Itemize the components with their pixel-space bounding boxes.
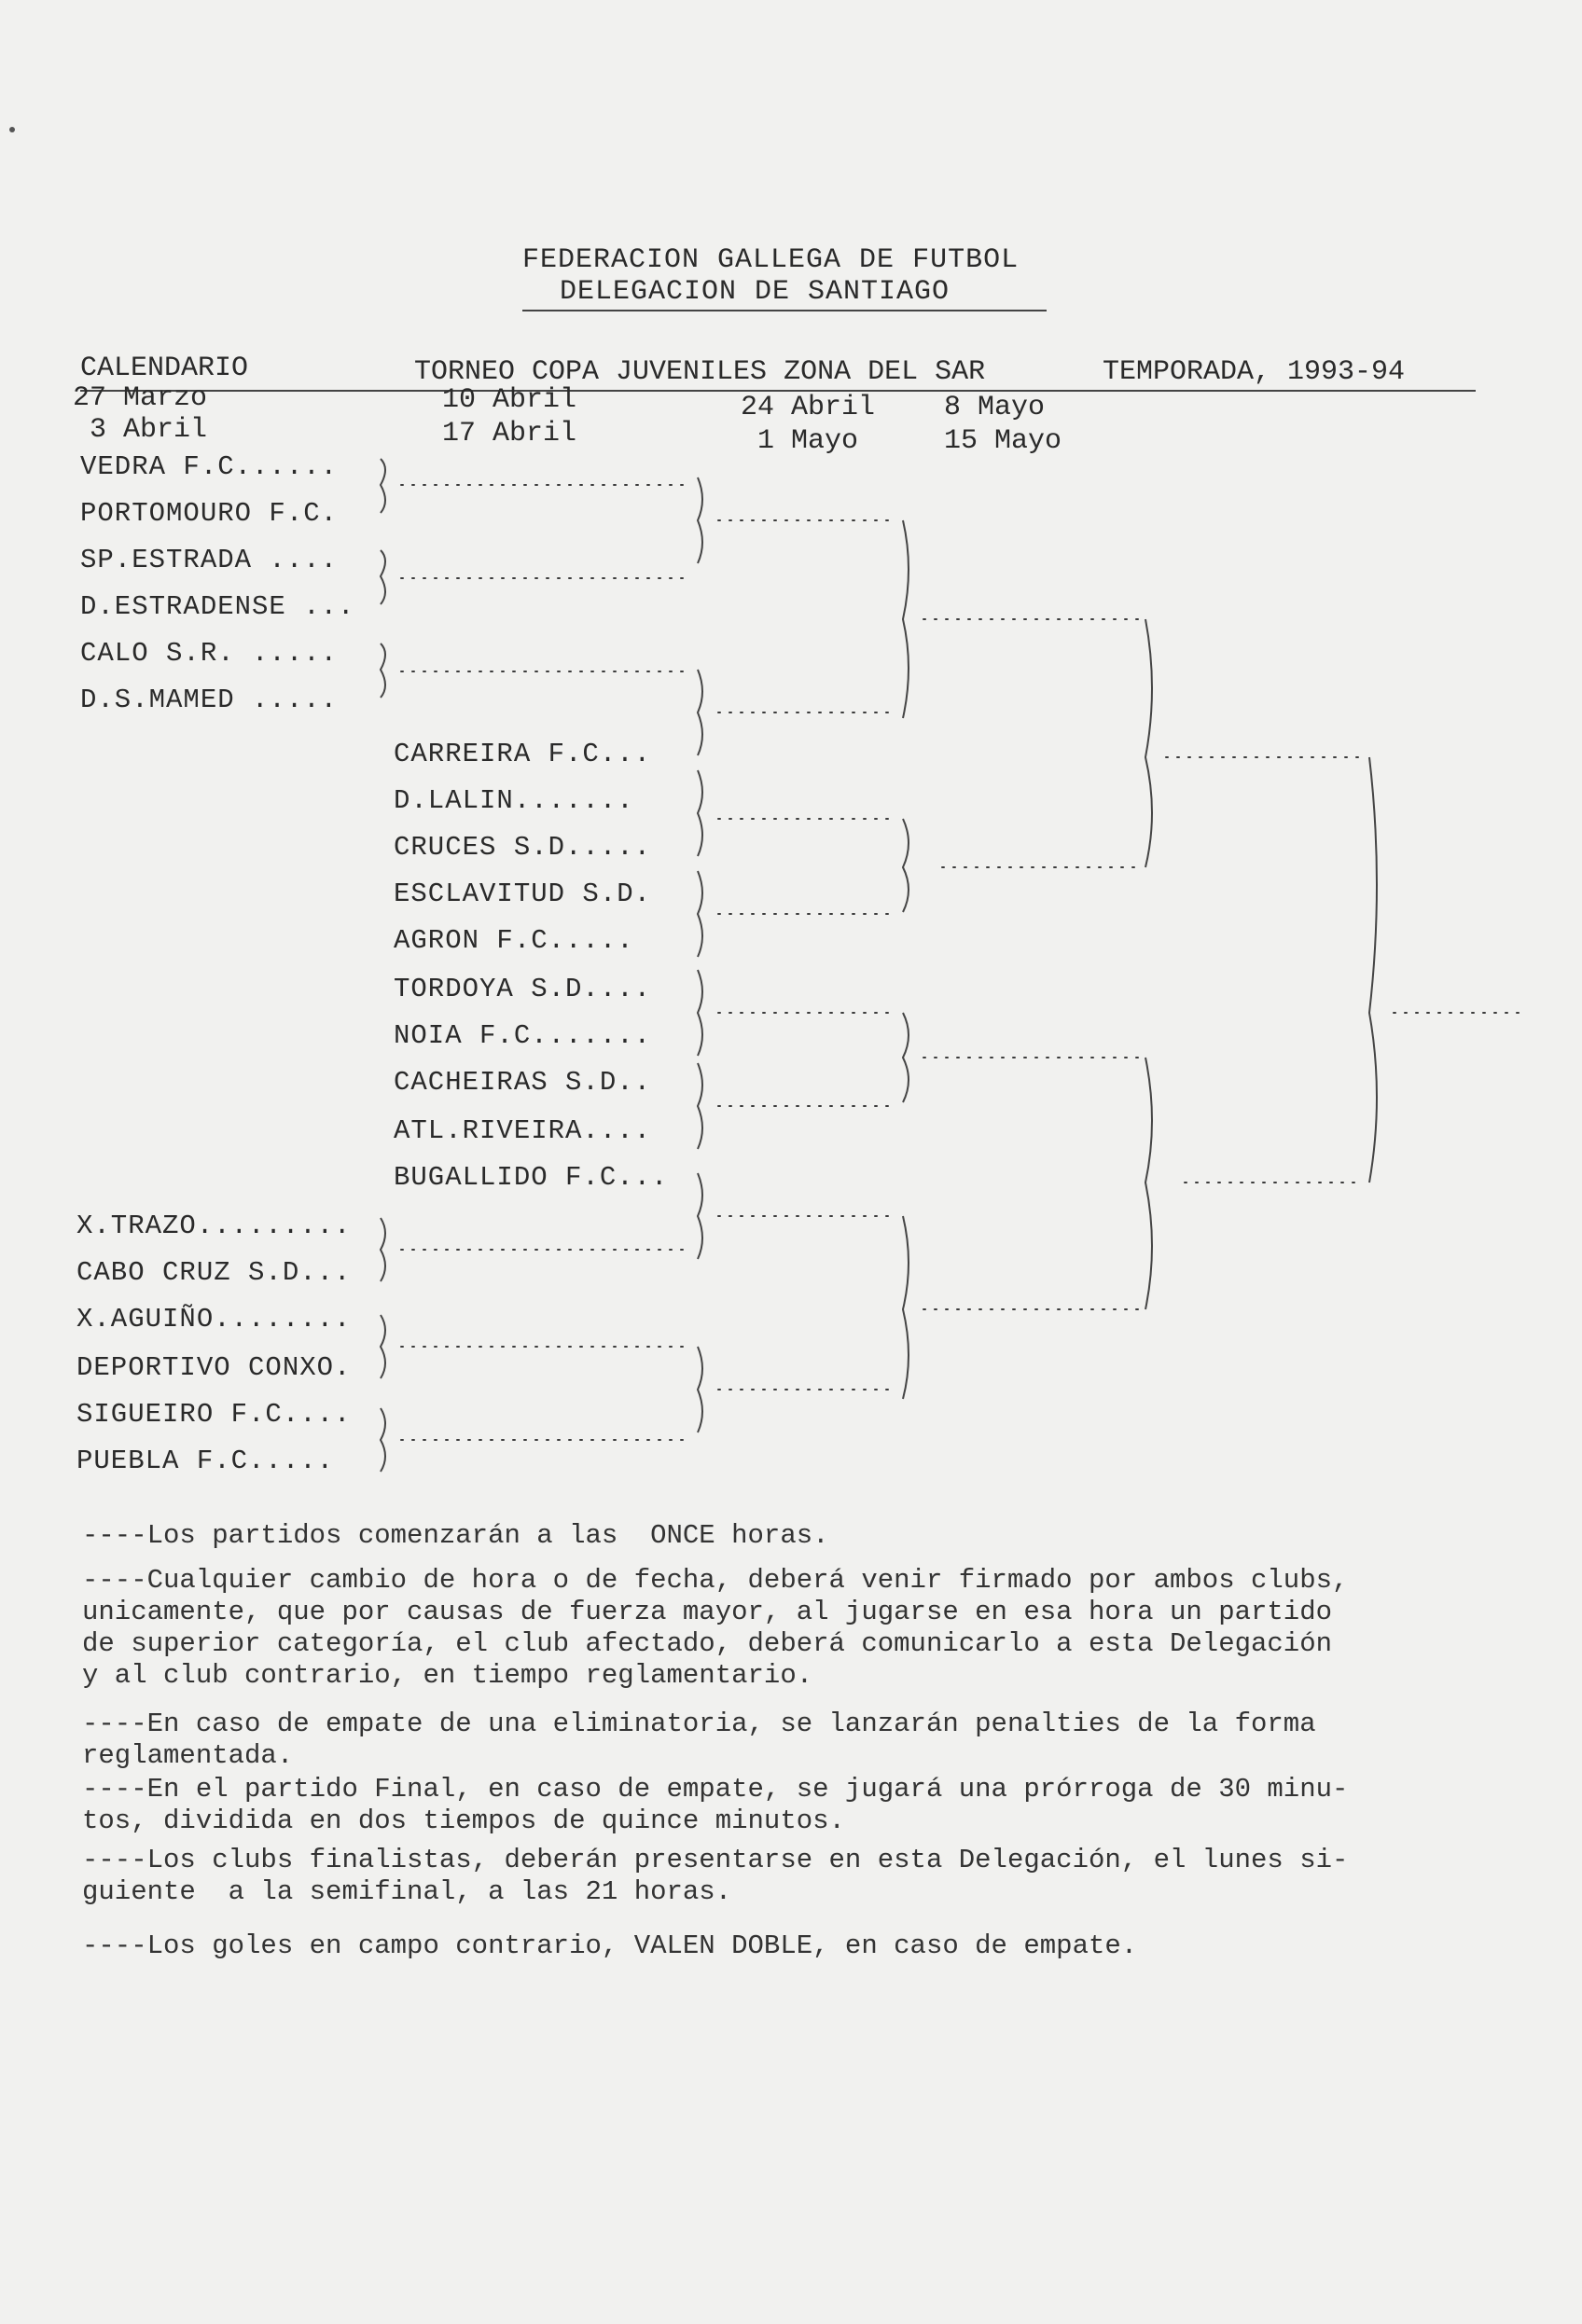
team-calo: CALO S.R. ..... bbox=[80, 638, 339, 669]
date-round3-a: 24 Abril bbox=[741, 392, 876, 423]
note-start-time: ----Los partidos comenzarán a las ONCE horas. bbox=[82, 1520, 829, 1551]
date-round2-b: 17 Abril bbox=[442, 418, 577, 450]
team-puebla: PUEBLA F.C..... bbox=[76, 1446, 335, 1476]
team-d-lalin: D.LALIN....... bbox=[394, 785, 634, 816]
delegation-subtitle: DELEGACION DE SANTIAGO bbox=[560, 276, 951, 308]
note-finalists: ----Los clubs finalistas, deberán presentarse en esta Delegación, el lunes si- guiente a la semifinal, a las 21 horas. bbox=[82, 1845, 1349, 1907]
team-bugallido: BUGALLIDO F.C... bbox=[394, 1162, 669, 1193]
team-cruces: CRUCES S.D..... bbox=[394, 832, 652, 863]
note-final-extra-time: ----En el partido Final, en caso de empate, se jugará una prórroga de 30 minu- tos, dividida en dos tiempos de quince minutos. bbox=[82, 1774, 1349, 1836]
note-schedule-change: ----Cualquier cambio de hora o de fecha, deberá venir firmado por ambos clubs, unicamente, que por causas de fuerza mayor, al jugarse en esa hora un partido de superior categoría, el club afectado, deberá comunicarlo a esta Delegación y al club contrario, en tiempo reglamentario. bbox=[82, 1565, 1349, 1691]
team-x-aguino: X.AGUIÑO........ bbox=[76, 1304, 352, 1335]
team-agron: AGRON F.C..... bbox=[394, 925, 634, 956]
tournament-title: TORNEO COPA JUVENILES ZONA DEL SAR bbox=[414, 356, 986, 388]
team-noia: NOIA F.C....... bbox=[394, 1020, 652, 1051]
team-tordoya: TORDOYA S.D.... bbox=[394, 974, 652, 1004]
team-vedra: VEDRA F.C...... bbox=[80, 451, 339, 482]
scan-mark bbox=[9, 127, 15, 132]
federation-title: FEDERACION GALLEGA DE FUTBOL bbox=[522, 244, 1020, 276]
team-d-estradense: D.ESTRADENSE ... bbox=[80, 591, 355, 622]
team-cacheiras: CACHEIRAS S.D.. bbox=[394, 1067, 652, 1098]
team-sp-estrada: SP.ESTRADA .... bbox=[80, 545, 339, 575]
team-ds-mamed: D.S.MAMED ..... bbox=[80, 685, 339, 715]
note-away-goals: ----Los goles en campo contrario, VALEN DOBLE, en caso de empate. bbox=[82, 1930, 1138, 1961]
date-round1-b: 3 Abril bbox=[90, 414, 208, 446]
team-atl-riveira: ATL.RIVEIRA.... bbox=[394, 1115, 652, 1146]
team-esclavitud: ESCLAVITUD S.D. bbox=[394, 878, 652, 909]
team-cabo-cruz: CABO CRUZ S.D... bbox=[76, 1257, 352, 1288]
date-round1-a: 27 Marzo bbox=[73, 382, 208, 414]
team-carreira: CARREIRA F.C... bbox=[394, 739, 652, 769]
season-label: TEMPORADA, 1993-94 bbox=[1103, 356, 1406, 388]
date-round2-a: 10 Abril bbox=[442, 384, 577, 416]
team-portomouro: PORTOMOURO F.C. bbox=[80, 498, 339, 529]
note-penalties: ----En caso de empate de una eliminatoria, se lanzarán penalties de la forma reglamentada. bbox=[82, 1708, 1316, 1771]
team-sigueiro: SIGUEIRO F.C.... bbox=[76, 1399, 352, 1430]
date-round4-a: 8 Mayo bbox=[944, 392, 1046, 423]
date-round4-b: 15 Mayo bbox=[944, 425, 1062, 457]
calendar-label: CALENDARIO bbox=[80, 353, 249, 384]
team-deportivo-conxo: DEPORTIVO CONXO. bbox=[76, 1352, 352, 1383]
date-round3-b: 1 Mayo bbox=[757, 425, 859, 457]
team-x-trazo: X.TRAZO......... bbox=[76, 1210, 352, 1241]
